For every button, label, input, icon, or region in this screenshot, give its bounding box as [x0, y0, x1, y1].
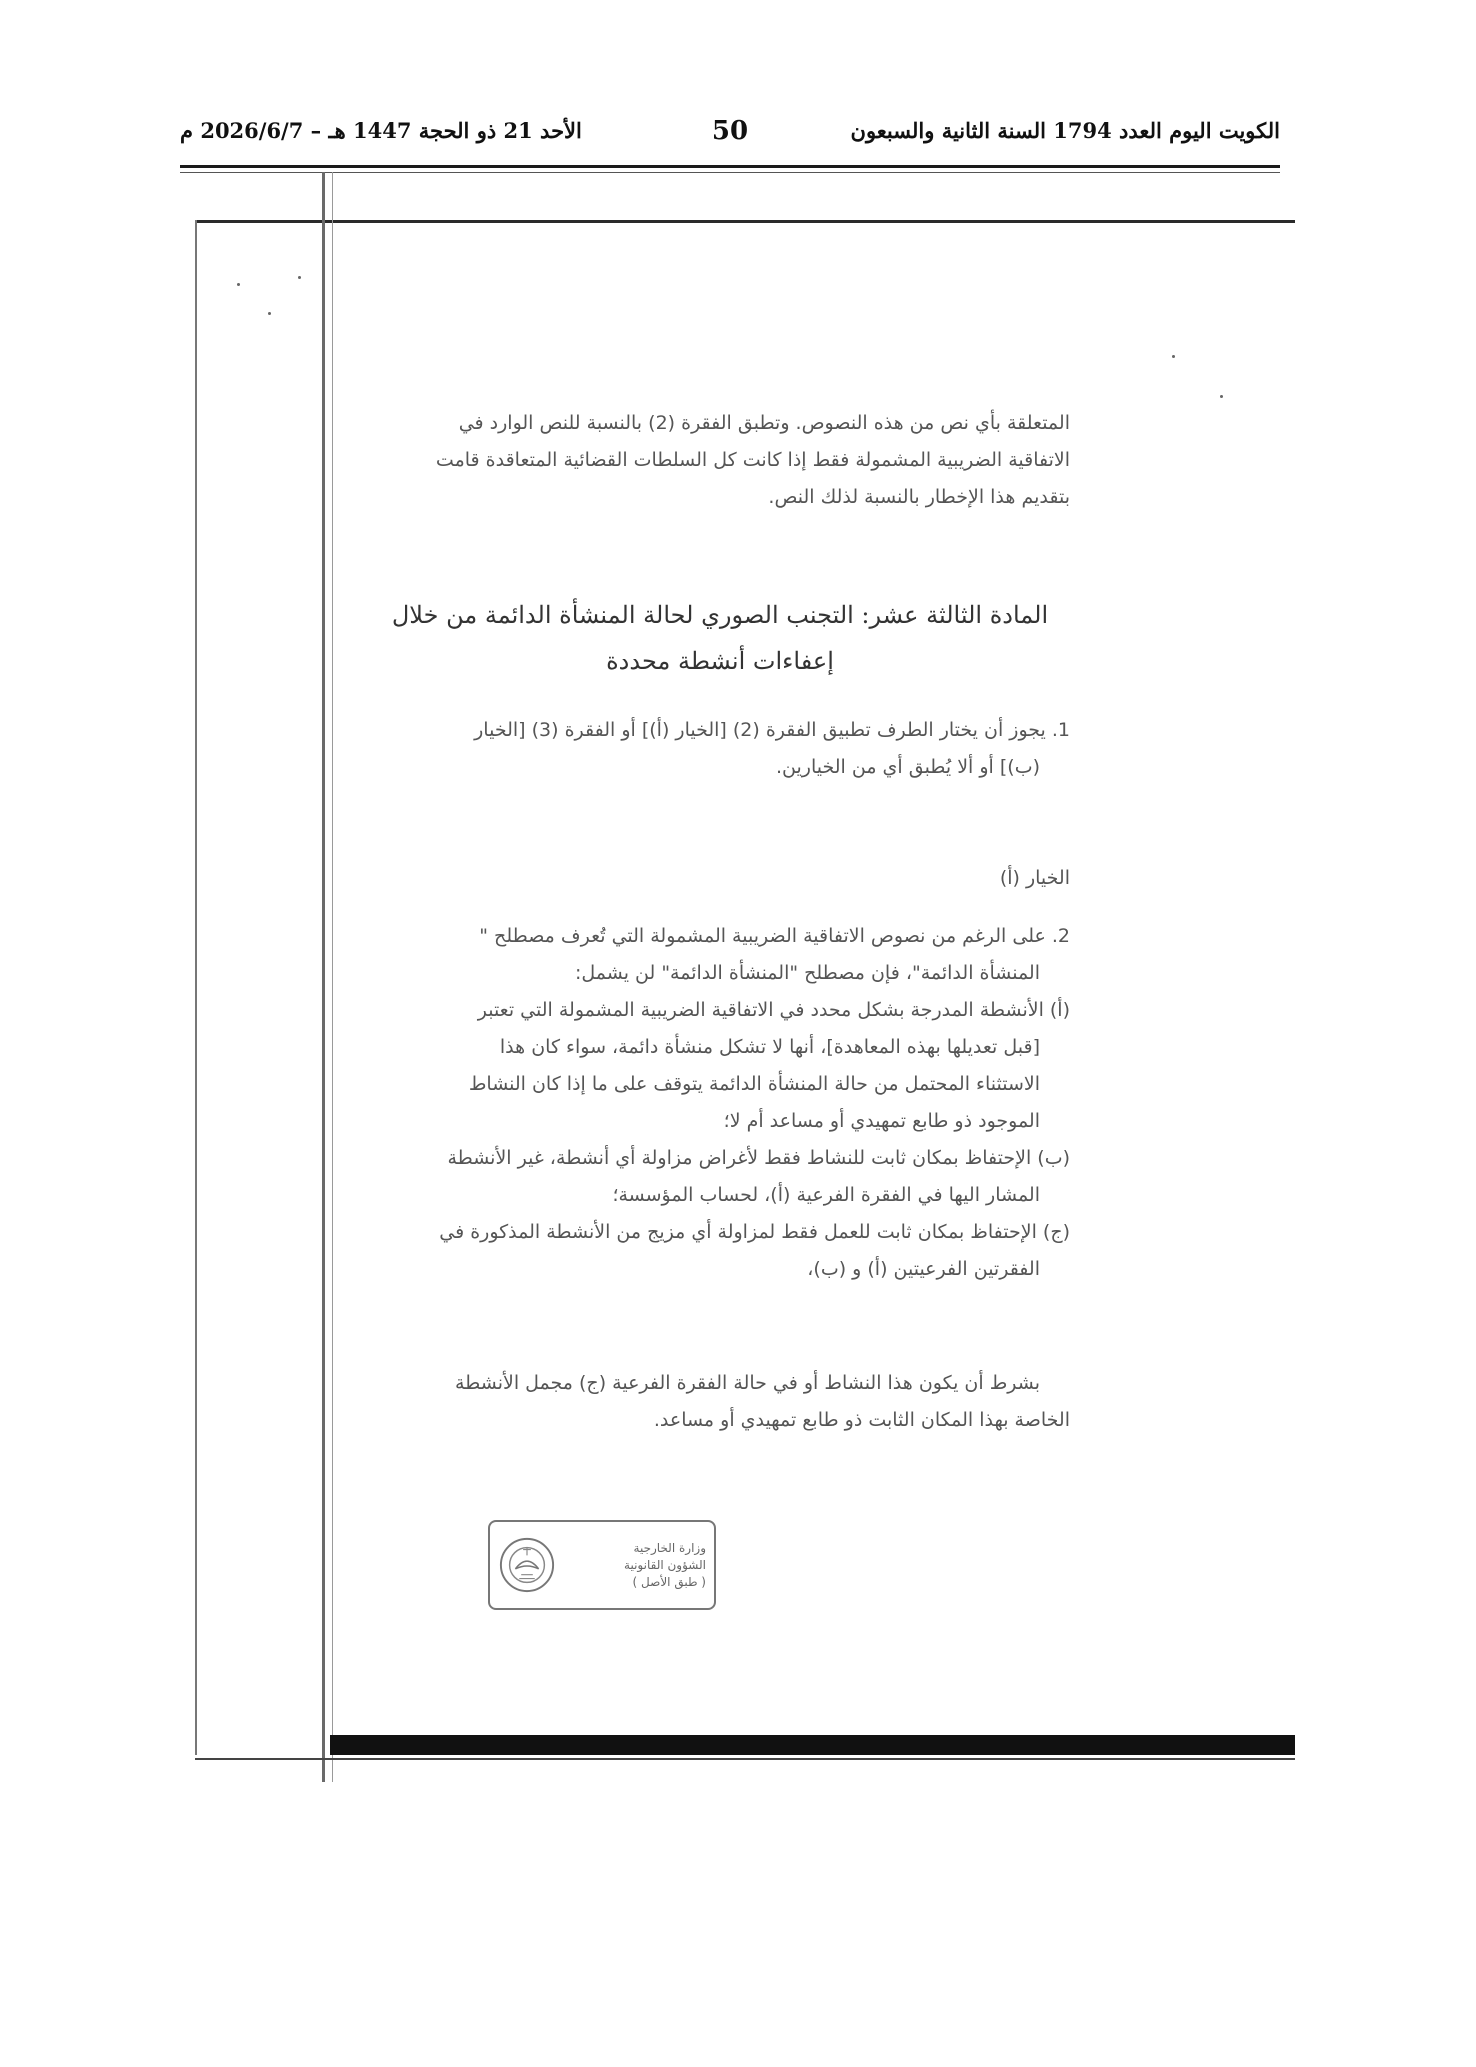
option-a-label: الخيار (أ)	[999, 867, 1070, 889]
page-number: 50	[711, 116, 749, 146]
continuation-paragraph	[370, 405, 1070, 516]
scan-bottom-bar	[330, 1735, 1295, 1755]
scan-bottom-edge	[195, 1758, 1295, 1760]
scan-speck	[1172, 355, 1175, 358]
scan-speck	[268, 312, 271, 315]
text-line: (ب)] أو ألا يُطبق أي من الخيارين.	[776, 756, 1040, 778]
article-title-line2: إعفاءات أنشطة محددة	[606, 647, 834, 675]
list-item-a: (أ) الأنشطة المدرجة بشكل محدد في الاتفاقية الضريبية المشمولة التي تعتبر	[477, 999, 1070, 1021]
article-title-line1: المادة الثالثة عشر: التجنب الصوري لحالة المنشأة الدائمة من خلال	[391, 601, 1049, 629]
text-line: الاتفاقية الضريبية المشمولة فقط إذا كانت كل السلطات القضائية المتعاقدة قامت	[435, 449, 1070, 471]
text-line: 2. على الرغم من نصوص الاتفاقية الضريبية المشمولة التي تُعرف مصطلح "	[479, 925, 1070, 947]
article-heading	[370, 592, 1070, 684]
paragraph-1	[370, 712, 1070, 786]
text-line: الاستثناء المحتمل من حالة المنشأة الدائمة يتوقف على ما إذا كان النشاط	[468, 1073, 1040, 1095]
paragraph-2	[370, 918, 1070, 1288]
scan-gutter-line-thin	[332, 172, 333, 1782]
scan-top-edge	[195, 220, 1295, 223]
text-line: الخاصة بهذا المكان الثابت ذو طابع تمهيدي أو مساعد.	[653, 1409, 1070, 1431]
scan-speck	[1220, 395, 1223, 398]
text-line: بشرط أن يكون هذا النشاط أو في حالة الفقرة الفرعية (ج) مجمل الأنشطة	[455, 1372, 1040, 1394]
text-line: المشار اليها في الفقرة الفرعية (أ)، لحساب المؤسسة؛	[612, 1184, 1040, 1206]
header-rule-thick	[180, 165, 1280, 168]
stamp-line2: الشؤون القانونية	[624, 1557, 706, 1572]
scan-speck	[237, 283, 240, 286]
text-line: الموجود ذو طابع تمهيدي أو مساعد أم لا؛	[723, 1110, 1040, 1132]
text-line: بتقديم هذا الإخطار بالنسبة لذلك النص.	[768, 486, 1070, 508]
stamp-line1: وزارة الخارجية	[633, 1540, 706, 1555]
header-rule-thin	[180, 172, 1280, 173]
text-line: الفقرتين الفرعيتين (أ) و (ب)،	[807, 1258, 1040, 1280]
emblem-icon	[498, 1536, 556, 1594]
stamp-line3: ( طبق الأصل )	[632, 1574, 706, 1589]
issue-info: الكويت اليوم العدد 1794 السنة الثانية والسبعون	[850, 118, 1280, 143]
closing-paragraph	[370, 1365, 1070, 1439]
text-line: [قبل تعديلها بهذه المعاهدة]، أنها لا تشكل منشأة دائمة، سواء كان هذا	[499, 1036, 1040, 1058]
stamp-text	[624, 1540, 706, 1591]
list-item-b: (ب) الإحتفاظ بمكان ثابت للنشاط فقط لأغراض مزاولة أي أنشطة، غير الأنشطة	[447, 1147, 1070, 1169]
running-header	[180, 118, 1280, 158]
issue-date: الأحد 21 ذو الحجة 1447 هـ – 2026/6/7 م	[180, 118, 582, 143]
text-line: المنشأة الدائمة"، فإن مصطلح "المنشأة الدائمة" لن يشمل:	[574, 962, 1040, 984]
option-a-heading	[370, 860, 1070, 897]
ministry-stamp	[488, 1520, 716, 1610]
scan-speck	[298, 276, 301, 279]
text-line: المتعلقة بأي نص من هذه النصوص. وتطبق الفقرة (2) بالنسبة للنص الوارد في	[458, 412, 1070, 434]
text-line: 1. يجوز أن يختار الطرف تطبيق الفقرة (2) [الخيار (أ)] أو الفقرة (3) [الخيار	[474, 719, 1070, 741]
scan-gutter-line	[322, 172, 325, 1782]
scan-left-edge	[195, 220, 197, 1755]
list-item-c: (ج) الإحتفاظ بمكان ثابت للعمل فقط لمزاولة أي مزيج من الأنشطة المذكورة في	[439, 1221, 1070, 1243]
